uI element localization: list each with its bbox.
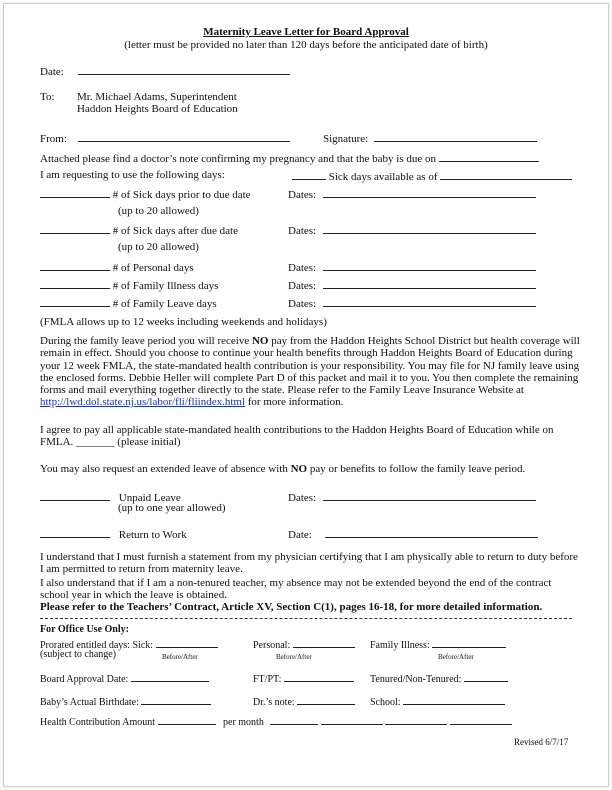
unpaid-dates	[288, 490, 536, 504]
revised-date: Revised 6/7/17	[514, 737, 569, 747]
page-title: Maternity Leave Letter for Board Approval	[203, 26, 409, 38]
date-row	[40, 64, 290, 78]
to-organization: Haddon Heights Board of Education	[77, 103, 238, 115]
family-illness-field[interactable]	[432, 637, 506, 648]
due-date-field[interactable]	[439, 151, 539, 162]
signature-label: Signature:	[323, 133, 369, 145]
para-text: During the family leave period you will receive	[40, 335, 252, 347]
tenured-field[interactable]	[464, 671, 508, 682]
count-field[interactable]	[40, 278, 110, 289]
understand-paragraph-2: I also understand that if I am a non-tenured teacher, my absence may not be extended beyond the end of the contract school year in which the leave is obtained.	[40, 577, 552, 602]
birthdate-field[interactable]	[141, 694, 211, 705]
date-field[interactable]	[325, 527, 538, 538]
dates-field[interactable]	[323, 187, 536, 198]
before-after-caption: Before/After	[438, 653, 474, 661]
row-label: # of Sick days after due date	[112, 225, 238, 237]
row-sick-prior	[40, 187, 251, 201]
page-subtitle: (letter must be provided no later than 120 days before the anticipated date of birth)	[124, 39, 488, 51]
row-sick-after	[40, 223, 238, 237]
prorated-label: Prorated entitled days: Sick:	[40, 640, 154, 651]
return-row	[40, 527, 187, 541]
para-text: for more information.	[245, 396, 344, 409]
ftpt	[253, 671, 354, 686]
birthdate	[40, 694, 211, 709]
dates-label: Dates:	[288, 262, 317, 274]
tenured	[370, 671, 508, 686]
ftpt-field[interactable]	[284, 671, 354, 682]
row-label: # of Family Illness days	[112, 280, 219, 292]
dates-family-illness	[288, 278, 536, 292]
before-after-caption: Before/After	[276, 653, 312, 661]
office-use-heading: For Office Use Only:	[40, 624, 129, 635]
row-note: (up to 20 allowed)	[118, 205, 199, 217]
month-field[interactable]	[270, 714, 318, 725]
sick-available-count[interactable]	[292, 169, 326, 180]
para-text: pay from the Haddon Heights School District but health coverage will remain in effect. Should you choose to continue your health benefits through Haddon Heights Board of Education during your 12 week FMLA, the state-mandated health contribution is your responsibility. You may file for NJ family leave using the enclosed forms. Debbie Heller will complete Part D of this packet and mail it to you. You then complete the remaining forms and mail everything together directly to the state. Please refer to the Family Leave Insurance Website at	[40, 335, 580, 397]
dates-field[interactable]	[323, 223, 536, 234]
dashed-divider	[40, 618, 572, 619]
requesting-text: I am requesting to use the following days:	[40, 169, 225, 181]
understand-paragraph-1: I understand that I must furnish a statement from my physician certifying that I am physically able to return to duty before I am permitted to return from maternity leave.	[40, 551, 578, 576]
return-field[interactable]	[40, 527, 110, 538]
date-label: Date:	[288, 529, 312, 541]
count-field[interactable]	[40, 223, 110, 234]
row-family-leave	[40, 296, 217, 310]
school-label: School:	[370, 697, 401, 708]
school	[370, 694, 505, 709]
row-family-illness	[40, 278, 218, 292]
family-leave-insurance-link[interactable]: http://lwd.dol.state.nj.us/labor/fli/fliindex.html	[40, 396, 246, 409]
dates-label: Dates:	[288, 189, 317, 201]
health-contribution	[40, 714, 512, 729]
personal-field[interactable]	[293, 637, 355, 648]
dates-label: Dates:	[288, 280, 317, 292]
sick-field[interactable]	[156, 637, 218, 648]
drs-note-field[interactable]	[297, 694, 355, 705]
health-label: Health Contribution Amount	[40, 717, 155, 728]
count-field[interactable]	[40, 260, 110, 271]
drs-note	[253, 694, 355, 709]
dates-personal	[288, 260, 536, 274]
from-label: From:	[40, 133, 67, 145]
birthdate-label: Baby’s Actual Birthdate:	[40, 697, 139, 708]
family-illness-label: Family Illness:	[370, 640, 430, 651]
no-emphasis: NO	[251, 335, 269, 347]
return-label: Return to Work	[118, 529, 187, 541]
row-label: # of Sick days prior to due date	[112, 189, 251, 201]
dates-label: Dates:	[288, 225, 317, 237]
fmla-note: (FMLA allows up to 12 weeks including weekends and holidays)	[40, 316, 327, 328]
unpaid-leave-label: Unpaid Leave	[118, 492, 181, 504]
before-after-caption: Before/After	[162, 653, 198, 661]
month-field[interactable]	[450, 714, 512, 725]
date-field[interactable]	[78, 64, 290, 75]
signature-field[interactable]	[374, 131, 537, 142]
agree-paragraph: I agree to pay all applicable state-mandated health contributions to the Haddon Heights Board of Education while on FMLA. _______ (please initial)	[40, 424, 554, 449]
personal-label: Personal:	[253, 640, 291, 651]
count-field[interactable]	[40, 187, 110, 198]
row-label: # of Personal days	[112, 262, 194, 274]
due-date-row	[40, 151, 539, 165]
family-illness-office	[370, 637, 506, 652]
school-field[interactable]	[403, 694, 505, 705]
contract-reference: Please refer to the Teachers’ Contract, Article XV, Section C(1), pages 16-18, for more detailed information.	[40, 601, 543, 613]
sick-available-date[interactable]	[440, 169, 572, 180]
row-note: (up to 20 allowed)	[118, 241, 199, 253]
dates-field[interactable]	[323, 260, 536, 271]
from-row	[40, 131, 290, 145]
subject-note: (subject to change)	[40, 649, 117, 660]
return-date	[288, 527, 538, 541]
row-label: # of Family Leave days	[112, 298, 217, 310]
dates-field[interactable]	[323, 296, 536, 307]
attached-text: Attached please find a doctor’s note confirming my pregnancy and that the baby is due on	[40, 153, 436, 165]
date-label: Date:	[40, 66, 64, 78]
month-field[interactable]	[385, 714, 447, 725]
dates-field[interactable]	[323, 278, 536, 289]
drs-note-label: Dr.’s note:	[253, 697, 295, 708]
para-text: pay or benefits to follow the family leave period.	[307, 463, 526, 475]
to-label: To:	[40, 91, 55, 103]
unpaid-leave-note: (up to one year allowed)	[118, 502, 226, 514]
unpaid-leave-field[interactable]	[40, 490, 110, 501]
board-approval-field[interactable]	[131, 671, 209, 682]
per-month-label: per month	[223, 717, 264, 728]
board-approval	[40, 671, 209, 686]
row-personal	[40, 260, 194, 274]
dates-sick-after	[288, 223, 536, 237]
dates-label: Dates:	[288, 298, 317, 310]
dates-sick-prior	[288, 187, 536, 201]
personal-office	[253, 637, 355, 652]
to-recipient: Mr. Michael Adams, Superintendent	[77, 91, 237, 103]
sick-available-label: Sick days available as of	[328, 171, 438, 183]
signature-row	[323, 131, 537, 145]
family-leave-paragraph	[40, 335, 580, 409]
dates-field[interactable]	[323, 490, 536, 501]
tenured-label: Tenured/Non-Tenured:	[370, 674, 462, 685]
no-emphasis: NO	[290, 463, 308, 475]
extended-leave-text	[40, 463, 525, 475]
month-field[interactable]	[321, 714, 383, 725]
ftpt-label: FT/PT:	[253, 674, 282, 685]
from-field[interactable]	[78, 131, 290, 142]
sick-available-row	[292, 169, 572, 183]
health-amount-field[interactable]	[158, 714, 216, 725]
count-field[interactable]	[40, 296, 110, 307]
para-text: You may also request an extended leave of absence with	[40, 463, 291, 475]
dates-label: Dates:	[288, 492, 317, 504]
dates-family-leave	[288, 296, 536, 310]
board-approval-label: Board Approval Date:	[40, 674, 129, 685]
